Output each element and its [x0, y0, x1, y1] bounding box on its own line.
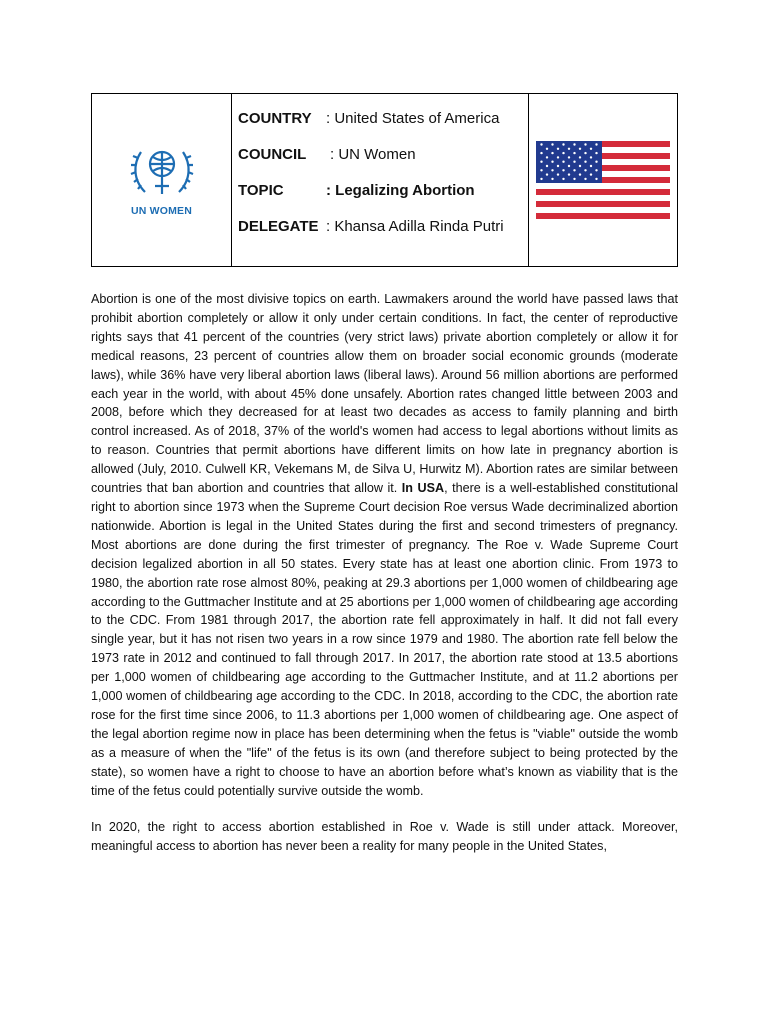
council-value: : UN Women — [330, 146, 416, 163]
paragraph-1-bold: In USA — [401, 481, 445, 496]
usa-flag-icon — [536, 141, 670, 219]
delegate-value: : Khansa Adilla Rinda Putri — [326, 218, 504, 235]
council-row — [238, 146, 528, 182]
country-label: COUNTRY — [238, 110, 312, 127]
document-body — [91, 290, 678, 874]
flag-cell — [529, 94, 677, 266]
paragraph-1-part-2: , there is a well-established constitutional right to abortion since 1973 when the Supreme Court decision Roe versus Wade decriminalized abortion nationwide. Abortion is legal in the United States during the first and second trimesters of pregnancy. Most abortions are done during the first trimester of pregnancy. The Roe v. Wade Supreme Court decision legalized abortion in all 50 states. Every state has at least one abortion clinic. From 1973 to 1980, the abortion rate rose almost 80%, peaking at 29.3 abortions per 1,000 women of childbearing age according to the Guttmacher Institute and at 25 abortions per 1,000 women of childbearing age according to the CDC. From 1981 through 2017, the abortion rate fell approximately in half. It did not fall every single year, but it has not risen two years in a row since 1979 and 1980. The abortion rate fell below the 1973 rate in 2012 and continued to fall through 2017. In 2017, the abortion rate stood at 13.5 abortions per 1,000 women of childbearing age according to the Guttmacher Institute, and at 11.2 abortions per 1,000 women of childbearing age according to the CDC. In 2018, according to the CDC, the abortion rate rose for the first time since 2006, to 11.3 abortions per 1,000 women of childbearing age. One aspect of the legal abortion regime now in place has been determining when the fetus is "viable" outside the womb as a measure of when the "life" of the fetus is its own (and therefore subject to being protected by the state), so women have a right to choose to have an abortion before what’s known as viability that is the time of the fetus could potentially survive outside the womb. — [91, 481, 679, 798]
delegate-info-table — [91, 93, 678, 267]
topic-row — [238, 182, 528, 218]
country-value: : United States of America — [326, 110, 500, 127]
paragraph-1 — [91, 290, 678, 800]
delegate-label: DELEGATE — [238, 218, 319, 235]
un-women-emblem-icon — [127, 144, 197, 202]
topic-value: : Legalizing Abortion — [326, 182, 475, 199]
council-label: COUNCIL — [238, 146, 307, 163]
paragraph-1-part-1: Abortion is one of the most divisive topics on earth. Lawmakers around the world have passed laws that prohibit abortion completely or allow it only under certain conditions. In fact, the center of reproductive rights says that 41 percent of the countries (very strict laws) private abortion completely or allow it for medical reasons, 23 percent of countries allow them on broader social economic grounds (moderate laws), while 36% have very liberal abortion laws (liberal laws). Around 56 million abortions are performed each year in the world, with about 45% done unsafely. Abortion rates changed little between 2003 and 2008, before which they decreased for at least two decades as access to family planning and birth control increased. As of 2018, 37% of the world's women had access to legal abortions without limits as to reason. Countries that permit abortions have different limits on how late in pregnancy abortion is allowed (July, 2010. Culwell KR, Vekemans M, de Silva U, Hurwitz M). Abortion rates are similar between countries that ban abortion and countries that allow it. — [91, 292, 678, 496]
logo-text: UN WOMEN — [130, 204, 193, 217]
delegate-row — [238, 218, 528, 254]
topic-label: TOPIC — [238, 182, 284, 199]
logo-cell — [92, 94, 232, 266]
paragraph-2: In 2020, the right to access abortion established in Roe v. Wade is still under attack. Moreover, meaningful access to abortion has never been a reality for many people in the United States, — [91, 820, 678, 854]
info-cell — [232, 94, 529, 266]
country-row — [238, 110, 528, 146]
